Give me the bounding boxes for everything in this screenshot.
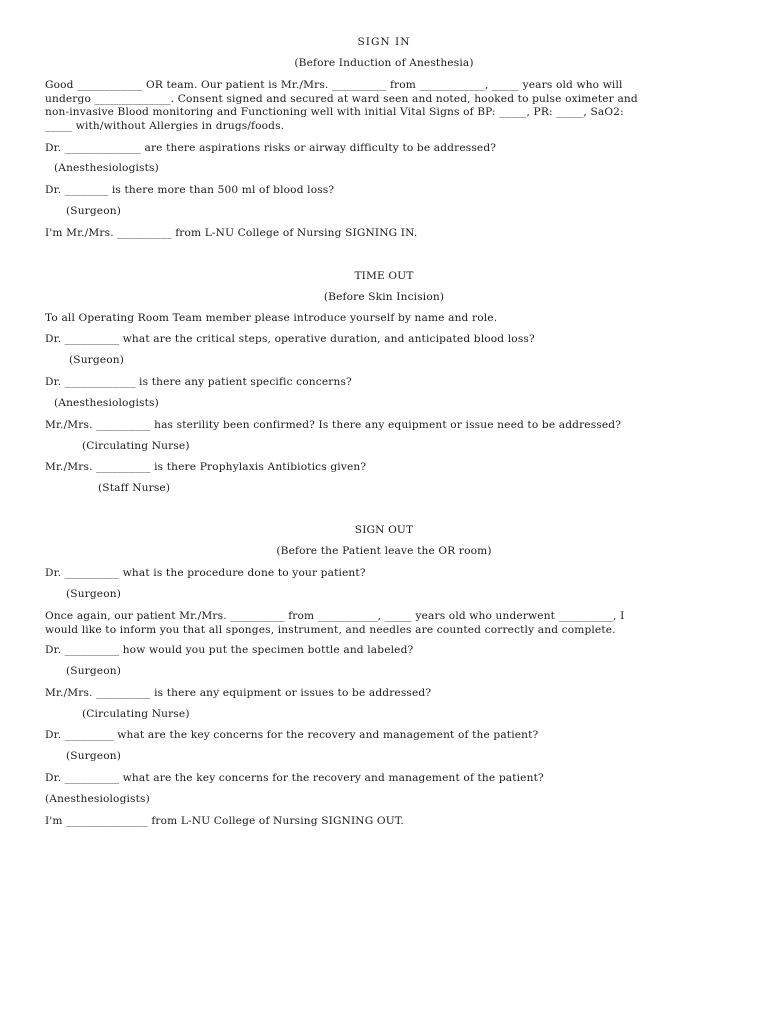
time-out-question-2: Dr. _____________ is there any patient specific concerns?: [45, 376, 352, 388]
sign-in-closing: I'm Mr./Mrs. __________ from L-NU College of Nursing SIGNING IN.: [45, 227, 418, 239]
time-out-subtitle: (Before Skin Incision): [323, 291, 445, 303]
sign-out-question-4: Dr. _________ what are the key concerns for the recovery and management of the patient?: [45, 729, 539, 741]
sign-out-question-3: Mr./Mrs. __________ is there any equipment or issues to be addressed?: [45, 687, 432, 699]
sign-out-para-line-1: Once again, our patient Mr./Mrs. __________ from ___________, _____ years old who underwent __________, I: [45, 610, 625, 622]
time-out-role-1: (Surgeon): [69, 354, 125, 366]
sign-in-subtitle: (Before Induction of Anesthesia): [294, 57, 474, 69]
time-out-title: TIME OUT: [354, 270, 414, 282]
time-out-question-4: Mr./Mrs. __________ is there Prophylaxis Antibiotics given?: [45, 461, 367, 473]
sign-out-role-1: (Surgeon): [66, 588, 122, 600]
time-out-role-3: (Circulating Nurse): [82, 440, 190, 452]
time-out-question-3: Mr./Mrs. __________ has sterility been confirmed? Is there any equipment or issue need to be addressed?: [45, 419, 622, 431]
time-out-role-2: (Anesthesiologists): [54, 397, 159, 409]
sign-in-question-1: Dr. ______________ are there aspirations risks or airway difficulty to be addressed?: [45, 142, 497, 154]
sign-in-intro-line-4: _____ with/without Allergies in drugs/foods.: [45, 119, 285, 132]
sign-out-subtitle: (Before the Patient leave the OR room): [276, 545, 492, 557]
sign-out-para-line-2: would like to inform you that all sponges, instrument, and needles are counted correctly and complete.: [45, 623, 616, 636]
sign-out-role-4: (Surgeon): [66, 750, 122, 762]
sign-in-title: SIGN IN: [357, 36, 411, 48]
sign-out-role-5: (Anesthesiologists): [45, 793, 150, 805]
sign-in-role-2: (Surgeon): [66, 205, 122, 217]
time-out-intro: To all Operating Room Team member please introduce yourself by name and role.: [45, 312, 498, 324]
sign-in-role-1: (Anesthesiologists): [54, 162, 159, 174]
sign-out-closing: I'm _______________ from L-NU College of Nursing SIGNING OUT.: [45, 815, 404, 827]
sign-in-intro-line-1: Good ____________ OR team. Our patient is Mr./Mrs. __________ from ____________, _____ years old who will: [45, 79, 623, 91]
sign-out-question-2: Dr. __________ how would you put the specimen bottle and labeled?: [45, 644, 414, 656]
sign-out-question-5: Dr. __________ what are the key concerns for the recovery and management of the patient?: [45, 772, 544, 784]
sign-out-question-1: Dr. __________ what is the procedure done to your patient?: [45, 567, 366, 579]
time-out-role-4: (Staff Nurse): [98, 482, 171, 494]
sign-in-question-2: Dr. ________ is there more than 500 ml of blood loss?: [45, 184, 335, 196]
sign-out-role-3: (Circulating Nurse): [82, 708, 190, 720]
time-out-question-1: Dr. __________ what are the critical steps, operative duration, and anticipated blood loss?: [45, 333, 535, 345]
sign-out-title: SIGN OUT: [354, 524, 414, 536]
sign-out-role-2: (Surgeon): [66, 665, 122, 677]
sign-in-intro-line-3: non-invasive Blood monitoring and Functioning well with initial Vital Signs of BP: _____, PR: _____, SaO2:: [45, 106, 624, 118]
sign-in-intro-line-2: undergo ______________. Consent signed and secured at ward seen and noted, hooked to pulse oximeter and: [45, 92, 638, 105]
